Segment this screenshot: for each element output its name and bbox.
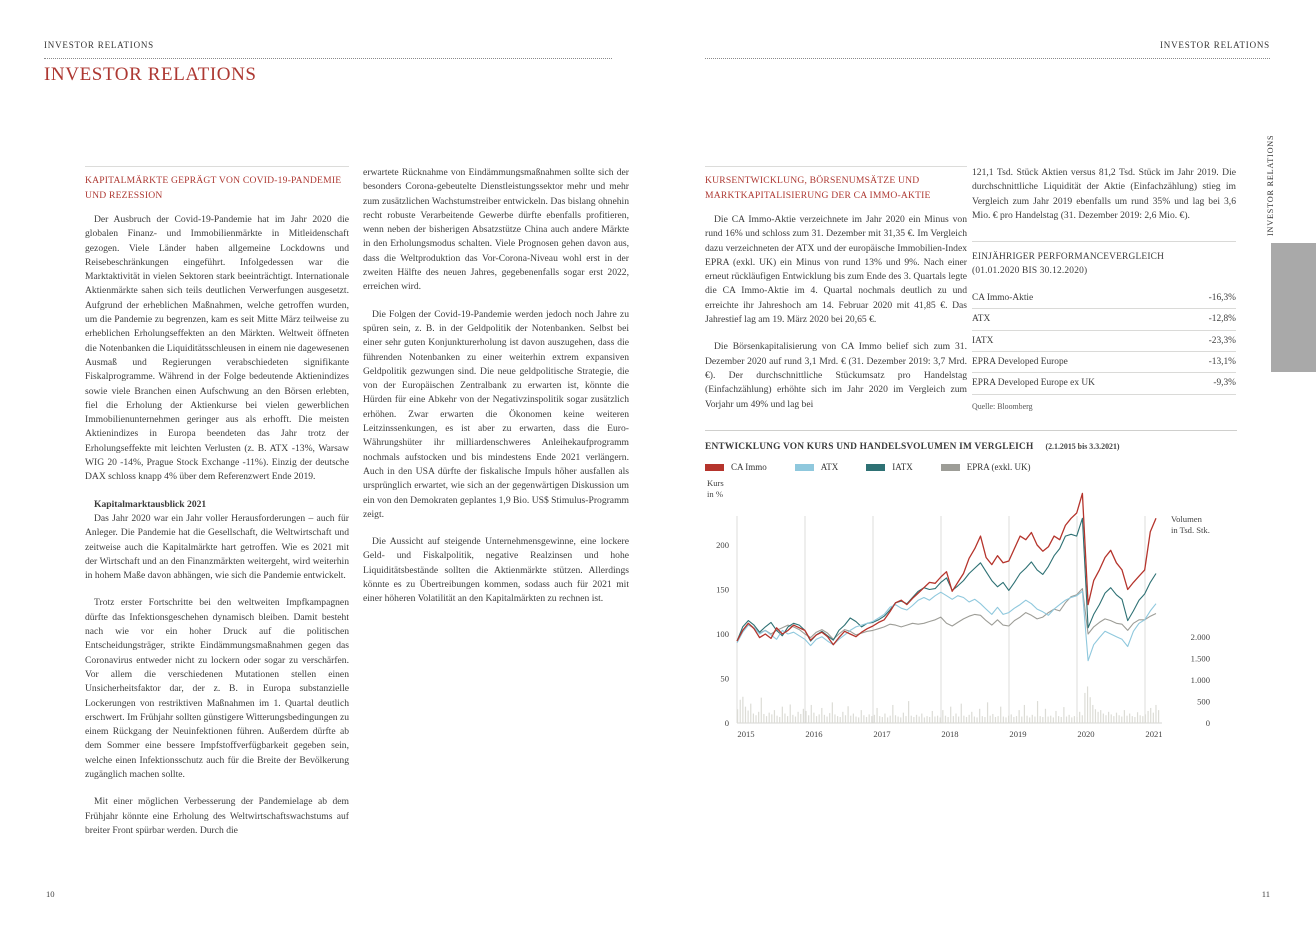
paragraph: Die CA Immo-Aktie verzeichnete im Jahr 2020 ein Minus von rund 16% und schloss zum 31. Dezember mit 31,35 €. Im Vergleich dazu verzeichneten der ATX und der europäische Immobilien-Index EPRA (exkl. UK) ein Minus von rund 13% und 9%. Nach einer erneut rückläufigen Entwicklung bis zum Ende des 3. Quartals legte die CA Immo-Aktie im 4. Quartal nochmals deutlich zu und erreichte ihr Jahreshoch am 14. Februar 2020 mit 41,85 €. Das Jahrestief lag am 19. März 2020 bei 20,65 €. [705, 214, 967, 326]
legend-label: CA Immo [731, 462, 767, 472]
table-title [972, 250, 1236, 278]
legend-item [795, 462, 839, 472]
table-row [972, 331, 1236, 352]
legend-item [705, 462, 767, 472]
table-cell-value: -16,3% [1208, 293, 1236, 304]
legend-swatch-ca-immo [705, 464, 724, 471]
svg-text:100: 100 [716, 629, 729, 639]
table-title-line2: (01.01.2020 BIS 30.12.2020) [972, 266, 1088, 277]
legend-label: IATX [892, 462, 913, 472]
legend-label: ATX [820, 462, 839, 472]
svg-text:2016: 2016 [805, 729, 823, 739]
chart-legend [705, 462, 1237, 472]
chart-rule [705, 430, 1237, 431]
chart-header [705, 436, 1237, 454]
left-column-2 [363, 166, 629, 607]
paragraph: Die Folgen der Covid-19-Pandemie werden jedoch noch Jahre zu spüren sein, z. B. in der Geldpolitik der Notenbanken. Selbst bei einer sehr guten Konjunkturerholung ist davon auszugehen, dass die führenden Notenbanken zu einer weiterhin extrem expansiven Geldpolitik gezwungen sind. Die neue geldpolitische Strategie, die von der Europäischen Zentralbank zu erwarten ist, könnte die Hürden für eine Abkehr von der Negativzinspolitik sogar zusätzlich erhöhen. Zwar erwarten die Ökonomen keine weiteren Leitzinssenkungen, es ist aber zu erwarten, dass die Euro-Währungshüter ihr milliardenschweres Anleihekaufprogramm nochmals aufstocken und bis mindestens Ende 2021 verlängern. Auch in den USA dürfte der fiskalische Impuls höher ausfallen als ursprünglich erwartet, wie sich an der gegenwärtigen Diskussion um ein von den Demokraten geplantes 1,9 Bio. US$ Stimulus-Programm zeigt. [363, 308, 629, 520]
svg-text:500: 500 [1197, 696, 1210, 707]
svg-text:50: 50 [720, 673, 729, 684]
paragraph: Die Aussicht auf steigende Unternehmensgewinne, eine lockere Geld- und Fiskalpolitik, negative Realzinsen und hohe Liquiditätsbestände sollten die Aktienmärkte stützen. Allerdings könnte es zu Übertreibungen kommen, sodass auch für 2021 mit einer höheren Volatilität an den Kapitalmärkten zu rechnen ist. [363, 536, 629, 605]
chart-title: ENTWICKLUNG VON KURS UND HANDELSVOLUMEN IM VERGLEICH [705, 442, 1034, 452]
svg-text:1.500: 1.500 [1190, 653, 1210, 664]
paragraph: Das Jahr 2020 war ein Jahr voller Herausforderungen – auch für Anleger. Die Pandemie hat die Gesellschaft, die Weltwirtschaft und zeitweise auch die Kapitalmärkte hart getroffen. Wie es 2021 mit der Wirtschaft und an den Finanzmärkten weitergeht, wird weiterhin in hohem Maße davon abhängen, wie sich die Pandemie entwickelt. [85, 512, 349, 582]
svg-text:in %: in % [707, 489, 723, 499]
table-title-line1: EINJÄHRIGER PERFORMANCEVERGLEICH [972, 252, 1165, 263]
svg-text:2017: 2017 [873, 729, 891, 739]
subsection-heading-kapitalmarktausblick: Kapitalmarktausblick 2021 [94, 498, 207, 510]
svg-text:2019: 2019 [1009, 729, 1027, 739]
table-row [972, 352, 1236, 373]
left-column-1 [85, 166, 349, 838]
table-cell-value: -23,3% [1208, 335, 1236, 346]
section-heading-covid: KAPITALMÄRKTE GEPRÄGT VON COVID-19-PANDEMIE UND REZESSION [85, 175, 342, 201]
page-number-right: 11 [1261, 889, 1270, 899]
svg-text:Volumen: Volumen [1171, 514, 1202, 524]
svg-text:150: 150 [716, 584, 729, 595]
svg-text:in Tsd. Stk.: in Tsd. Stk. [1171, 525, 1210, 535]
side-tab [1271, 243, 1316, 372]
legend-label: EPRA (exkl. UK) [966, 462, 1031, 472]
paragraph: erwartete Rücknahme von Eindämmungsmaßnahmen sollte sich der besonders Corona-gebeutelte Dienstleistungssektor mehr und mehr zum zusätzlichen Wachstumstreiber entwickeln. Das bislang ohnehin recht robuste Verarbeitende Gewerbe dürfte ebenfalls profitieren, wenn neben der bisherigen Absatzstütze China auch andere Märkte in den Erholungsmodus schalten. Viele Prognosen gehen davon aus, dass die Weltproduktion das Vor-Corona-Niveau wohl erst in der zweiten Hälfte des neuen Jahres, gegebenenfalls sogar erst 2022, erreichen wird. [363, 167, 629, 293]
table-cell-value: -9,3% [1213, 378, 1236, 389]
chart-block [705, 430, 1237, 746]
legend-swatch-epra [941, 464, 960, 471]
chart-subtitle: (2.1.2015 bis 3.3.2021) [1045, 442, 1120, 451]
table-row [972, 288, 1236, 309]
table-row [972, 373, 1236, 394]
section-rule [705, 166, 967, 167]
svg-text:0: 0 [1205, 718, 1210, 728]
paragraph: Die Börsenkapitalisierung von CA Immo belief sich zum 31. Dezember 2020 auf rund 3,1 Mrd. € (31. Dezember 2019: 3,7 Mrd. €). Der durchschnittliche Stückumsatz pro Handelstag (Einfachzählung) erhöhte sich im Jahr 2020 im Vergleich zum Vorjahr um 49% und lag bei [705, 341, 967, 410]
section-rule [85, 166, 349, 167]
table-cell-label: CA Immo-Aktie [972, 293, 1034, 304]
table-cell-label: EPRA Developed Europe ex UK [972, 378, 1095, 389]
header-rule-right [705, 58, 1270, 59]
svg-text:2020: 2020 [1077, 729, 1095, 739]
svg-text:0: 0 [724, 718, 729, 728]
page-title: INVESTOR RELATIONS [44, 64, 257, 85]
table-cell-value: -12,8% [1208, 314, 1236, 325]
svg-text:2.000: 2.000 [1190, 632, 1210, 642]
right-page-header-label: INVESTOR RELATIONS [1160, 40, 1270, 50]
right-column-2 [972, 166, 1236, 414]
table-cell-label: EPRA Developed Europe [972, 357, 1068, 368]
legend-swatch-atx [795, 464, 814, 471]
legend-swatch-iatx [866, 464, 885, 471]
vertical-section-label: INVESTOR RELATIONS [1266, 134, 1275, 236]
svg-text:2018: 2018 [941, 729, 959, 739]
svg-text:2015: 2015 [737, 729, 755, 739]
svg-text:1.000: 1.000 [1190, 675, 1210, 685]
header-rule-left [44, 58, 612, 59]
table-row [972, 309, 1236, 330]
svg-text:200: 200 [716, 540, 729, 550]
paragraph: Der Ausbruch der Covid-19-Pandemie hat im Jahr 2020 die globalen Finanz- und Immobilienmärkte in Mitleidenschaft gezogen. Viele Länder haben allgemeine Lockdowns und Reisebeschränkungen eingeführt. Infolgedessen war die Marktaktivität in vielen Sektoren stark beeinträchtigt. Internationale Aktienmärkte sahen sich teils deutlichen Verwerfungen ausgesetzt. Aufgrund der erheblichen Maßnahmen, welche getroffen wurden, um die Pandemie zu begrenzen, kam es seit Mitte März teilweise zu erheblichen Erholungseffekten an den Märkten. Weltweit öffneten die Notenbanken die Liquiditätsschleusen in einem nie dagewesenen Ausmaß und Regierungen verabschiedeten signifikante Fiskalprogramme. Während in der Folge bedeutende Aktienindizes sowie viele Branchen einen Aufschwung an den Börsen erlebten, fiel die Erholung der Aktienkurse bei vielen gewerblichen Immobilienunternehmen geringer aus als erhofft. Die meisten Aktienindizes in Europa beendeten das Jahr trotz der Erholungseffekte mit leichten Verlusten (z. B. ATX -13%, Warsaw WIG 20 -14%, Prague Stock Exchange -11%). Einzig der deutsche DAX schloss knapp 4% über dem Referenzwert Ende 2019. [85, 214, 350, 483]
left-page-header-label: INVESTOR RELATIONS [44, 40, 154, 50]
table-rule [972, 241, 1236, 242]
table-cell-value: -13,1% [1208, 357, 1236, 368]
paragraph: 121,1 Tsd. Stück Aktien versus 81,2 Tsd. Stück im Jahr 2019. Die durchschnittliche Liquidität der Aktie (Einfachzählung) stieg im Vergleich zum Jahr 2019 ebenfalls um rund 35% und lag bei 3,6 Mio. € pro Handelstag (31. Dezember 2019: 2,6 Mio. €). [972, 167, 1236, 221]
page-number-left: 10 [46, 889, 55, 899]
right-column-1 [705, 166, 967, 412]
svg-text:2021: 2021 [1145, 729, 1163, 739]
section-heading-kursentwicklung: KURSENTWICKLUNG, BÖRSENUMSÄTZE UND MARKTKAPITALISIERUNG DER CA IMMO-AKTIE [705, 175, 931, 201]
legend-item [941, 462, 1031, 472]
table-source: Quelle: Bloomberg [972, 401, 1033, 411]
price-volume-chart [705, 474, 1237, 746]
performance-table [972, 241, 1236, 414]
legend-item [866, 462, 913, 472]
svg-text:Kurs: Kurs [707, 478, 724, 488]
table-cell-label: ATX [972, 314, 991, 325]
paragraph: Trotz erster Fortschritte bei den weltweiten Impfkampagnen dürfte das Infektionsgeschehen dynamisch bleiben. Damit besteht nach wie vor ein hoher Druck auf die politischen Entscheidungsträger, strikte Eindämmungsmaßnahmen gegen das Coronavirus entweder nicht zu lockern oder sogar zu verschärfen. Vor allem die verschiedenen Mutationen stellen einen Unsicherheitsfaktor dar, der z. B. in Europa substanzielle Lockerungen von restriktiven Maßnahmen im 1. Quartal deutlich erschwert. Im Frühjahr sollten günstigere Witterungsbedingungen zu einem Rückgang der Neuinfektionen führen. Außerdem dürfte ab dem Sommer eine bessere Impfstoffverfügbarkeit gegeben sein, welche einen Infektionsschutz auch für die Breite der Bevölkerung zugänglich machen sollte. [85, 597, 350, 780]
table-cell-label: IATX [972, 335, 994, 346]
paragraph: Mit einer möglichen Verbesserung der Pandemielage ab dem Frühjahr könnte eine Erholung des Weltwirtschaftswachstums auf breiter Front spürbar werden. Durch die [85, 796, 349, 836]
